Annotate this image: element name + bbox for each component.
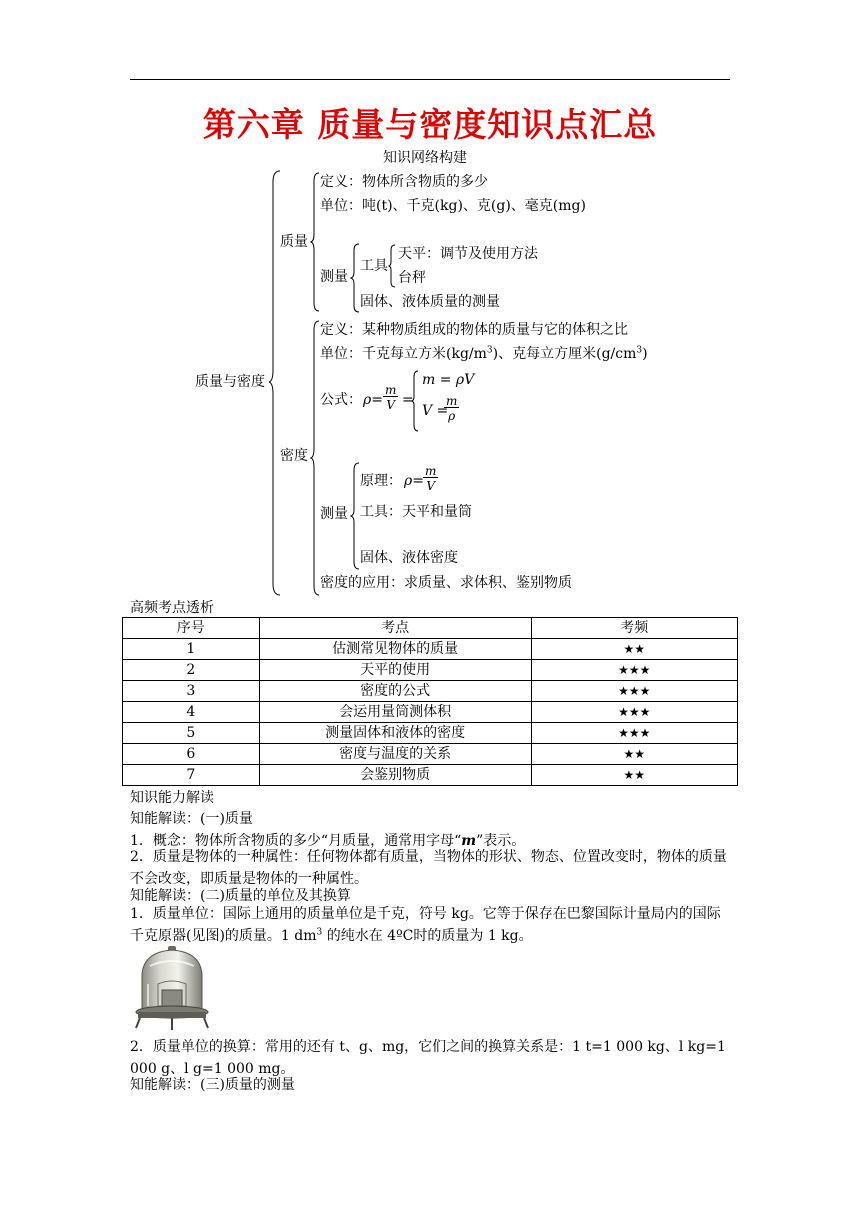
cell-index: 2 xyxy=(123,660,260,681)
table-row xyxy=(123,723,738,744)
header-index: 序号 xyxy=(123,618,260,639)
cell-frequency: ★★★ xyxy=(531,702,737,723)
cell-topic: 天平的使用 xyxy=(259,660,531,681)
page-title: 第六章 质量与密度知识点汇总 xyxy=(202,105,658,144)
formula-label: 公式： xyxy=(320,392,362,408)
rho-symbol: ρ xyxy=(363,392,372,408)
cell-frequency: ★★ xyxy=(531,765,737,786)
cell-frequency: ★★★ xyxy=(531,681,737,702)
s2-p1-sup: 3 xyxy=(316,927,323,938)
cell-frequency: ★★ xyxy=(531,744,737,765)
formula-fraction-main xyxy=(383,384,398,411)
principle-rho-symbol: ρ xyxy=(404,473,413,489)
freq-section-title: 高频考点透析 xyxy=(130,600,214,616)
formula-equals-2: = xyxy=(402,392,414,408)
tool-balance: 天平：调节及使用方法 xyxy=(398,246,538,262)
section3-title: 知能解读：(三)质量的测量 xyxy=(130,1077,295,1093)
fracV-den: ρ xyxy=(444,407,459,422)
density-solid-liquid: 固体、液体密度 xyxy=(360,550,458,566)
cell-topic: 密度的公式 xyxy=(259,681,531,702)
s2-p1-a: 1．质量单位：国际上通用的质量单位是千克，符号 kg。它等于保存在巴黎国际计量局内的国际千克原器(见图)的质量。1 dm xyxy=(130,906,721,944)
cell-topic: 密度与温度的关系 xyxy=(259,744,531,765)
network-root: 质量与密度 xyxy=(195,374,265,390)
section2-title: 知能解读：(二)质量的单位及其换算 xyxy=(130,888,351,904)
freq-table xyxy=(122,617,738,786)
s2-p1-b: 的纯水在 4ºC时的质量为 1 kg。 xyxy=(322,928,533,944)
principle-eq: = xyxy=(412,473,424,489)
header-topic: 考点 xyxy=(259,618,531,639)
s1-p1-b: ”表示。 xyxy=(476,833,526,849)
density-measure-label: 测量 xyxy=(320,506,348,522)
s1-p1-m: m xyxy=(461,833,477,849)
mass-definition: 定义：物体所含物质的多少 xyxy=(320,174,488,190)
density-brace xyxy=(310,320,320,596)
table-row xyxy=(123,765,738,786)
principle-den: V xyxy=(423,477,438,492)
s1-p1-a: 1．概念：物体所含物质的多少“月质量，通常用字母“ xyxy=(130,833,462,849)
table-header-row xyxy=(123,618,738,639)
principle-rho xyxy=(404,474,424,488)
tool-scale: 台秤 xyxy=(398,270,426,286)
table-row xyxy=(123,660,738,681)
formula-rho xyxy=(363,393,383,407)
tool-brace xyxy=(388,244,396,288)
cell-frequency: ★★★ xyxy=(531,723,737,744)
fracV-num: m xyxy=(446,394,458,408)
principle-label: 原理： xyxy=(360,473,402,489)
network-heading: 知识网络构建 xyxy=(383,150,467,166)
equals-sign: = xyxy=(371,392,383,408)
cell-index: 1 xyxy=(123,639,260,660)
density-unit-sup1: 3 xyxy=(486,345,493,356)
density-unit-b: )、克每立方厘米(g/cm xyxy=(492,346,637,362)
cell-index: 5 xyxy=(123,723,260,744)
density-unit-sup2: 3 xyxy=(636,345,643,356)
formula-m-rhoV: m = ρV xyxy=(422,372,475,388)
density-label: 密度 xyxy=(280,448,308,464)
cell-topic: 测量固体和液体的密度 xyxy=(259,723,531,744)
kilogram-prototype-image xyxy=(132,944,212,1032)
principle-num: m xyxy=(425,464,437,478)
density-application: 密度的应用：求质量、求体积、鉴别物质 xyxy=(320,575,572,591)
table-row xyxy=(123,702,738,723)
top-rule xyxy=(130,79,730,80)
density-unit-a: 单位：千克每立方米(kg/m xyxy=(320,346,487,362)
table-row xyxy=(123,744,738,765)
cell-topic: 会鉴别物质 xyxy=(259,765,531,786)
density-unit-c: ) xyxy=(642,346,648,362)
header-frequency: 考频 xyxy=(531,618,737,639)
section2-p1 xyxy=(130,903,730,947)
density-unit xyxy=(320,347,648,361)
cell-index: 6 xyxy=(123,744,260,765)
cell-frequency: ★★ xyxy=(531,639,737,660)
mass-solid-liquid: 固体、液体质量的测量 xyxy=(360,294,500,310)
tool-label: 工具 xyxy=(360,258,388,274)
table-row xyxy=(123,639,738,660)
ability-title: 知识能力解读 xyxy=(130,790,214,806)
mass-unit: 单位：吨(t)、千克(kg)、克(g)、毫克(mg) xyxy=(320,198,586,214)
mass-brace xyxy=(310,172,320,312)
cell-index: 3 xyxy=(123,681,260,702)
section1-title: 知能解读：(一)质量 xyxy=(130,811,253,827)
formula-V-eq: V = xyxy=(422,403,449,419)
cell-index: 4 xyxy=(123,702,260,723)
density-tools: 工具：天平和量筒 xyxy=(360,504,472,520)
mass-measure-label: 测量 xyxy=(320,269,348,285)
cell-index: 7 xyxy=(123,765,260,786)
cell-topic: 估测常见物体的质量 xyxy=(259,639,531,660)
density-measure-brace xyxy=(350,462,360,570)
cell-topic: 会运用量筒测体积 xyxy=(259,702,531,723)
formula-brace xyxy=(411,370,419,432)
density-definition: 定义：某种物质组成的物体的质量与它的体积之比 xyxy=(320,322,628,338)
mass-measure-brace xyxy=(350,243,360,313)
principle-fraction xyxy=(423,465,438,492)
section1-p2: 2．质量是物体的一种属性：任何物体都有质量，当物体的形状、物态、位置改变时，物体的质量不会改变，即质量是物体的一种属性。 xyxy=(130,849,727,887)
mass-label: 质量 xyxy=(280,234,308,250)
section2-p2: 2．质量单位的换算：常用的还有 t、g、mg，它们之间的换算关系是：1 t=1 000 kg、l kg=1 000 g、l g=1 000 mg。 xyxy=(130,1039,726,1077)
cell-frequency: ★★★ xyxy=(531,660,737,681)
frac-den: V xyxy=(383,396,398,411)
table-row xyxy=(123,681,738,702)
frac-num: m xyxy=(385,383,397,397)
formula-fraction-V xyxy=(444,395,459,422)
